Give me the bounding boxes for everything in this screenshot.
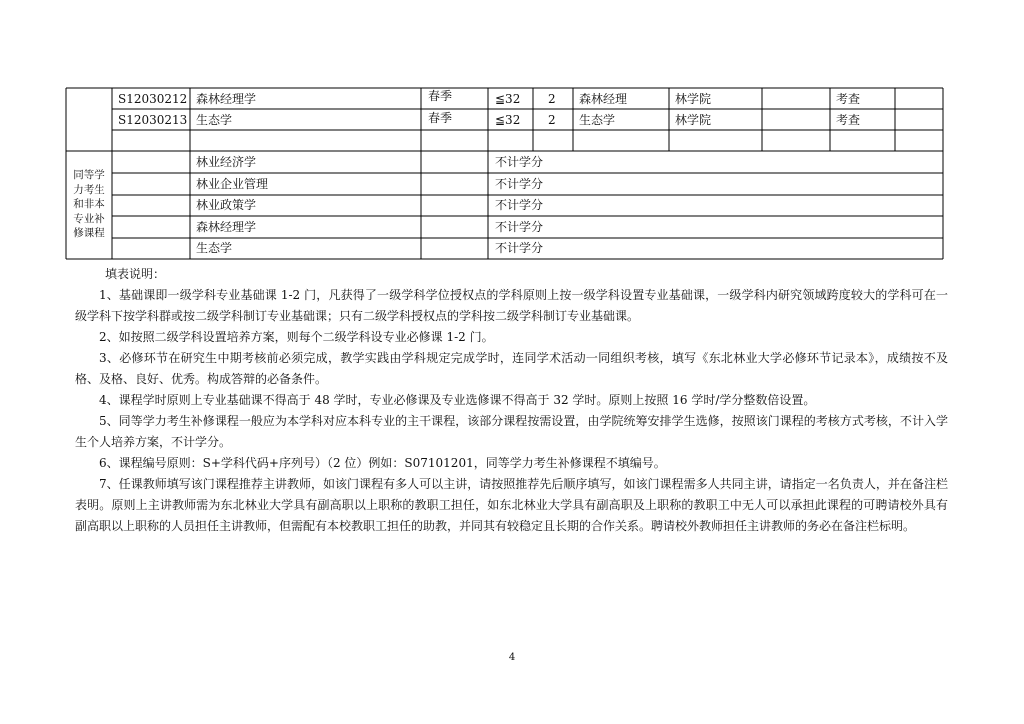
course-college: 林学院	[675, 92, 712, 106]
course-credits: 2	[548, 113, 556, 127]
supplement-course-name: 林业经济学	[196, 155, 257, 169]
instruction-item: 3、必修环节在研究生中期考核前必须完成，教学实践由学科规定完成学时，连同学术活动一同组织考核，填写《东北林业大学必修环节记录本》，成绩按不及格、及格、良好、优秀。构成答辩的必备条件。	[75, 351, 948, 386]
supplement-credit-note: 不计学分	[495, 241, 544, 255]
course-semester: 春季	[428, 89, 453, 103]
course-instructor: 森林经理	[579, 92, 628, 106]
instruction-item: 6、课程编号原则：S+学科代码+序列号）（2 位）例如：S07101201，同等学力考生补修课程不填编号。	[99, 456, 666, 470]
supplement-category-label: 同等学 力考生 和非本 专业补 修课程	[73, 169, 105, 239]
supplement-credit-note: 不计学分	[495, 177, 544, 191]
course-name: 生态学	[196, 113, 233, 127]
supplement-credit-note: 不计学分	[495, 155, 544, 169]
course-instructor: 生态学	[579, 113, 616, 127]
instructions-title: 填表说明：	[105, 267, 166, 281]
supplement-course-name: 生态学	[196, 241, 233, 255]
course-hours: ≦32	[495, 92, 521, 106]
supplement-course-name: 林业政策学	[196, 198, 257, 212]
course-college: 林学院	[675, 113, 712, 127]
course-code: S12030213	[118, 113, 188, 127]
instruction-item: 4、课程学时原则上专业基础课不得高于 48 学时，专业必修课及专业选修课不得高于 32 学时。原则上按照 16 学时/学分整数倍设置。	[99, 393, 816, 407]
course-assessment: 考查	[836, 92, 861, 106]
course-hours: ≦32	[495, 113, 521, 127]
page-number: 4	[508, 652, 516, 663]
instruction-item: 5、同等学力考生补修课程一般应为本学科对应本科专业的主干课程，该部分课程按需设置，由学院统筹安排学生选修，按照该门课程的考核方式考核，不计入学生个人培养方案，不计学分。	[75, 414, 948, 449]
supplement-credit-note: 不计学分	[495, 220, 544, 234]
supplement-course-name: 林业企业管理	[196, 177, 269, 191]
course-name: 森林经理学	[196, 92, 257, 106]
course-credits: 2	[548, 92, 556, 106]
course-semester: 春季	[428, 111, 453, 125]
supplement-course-name: 森林经理学	[196, 220, 257, 234]
instruction-item: 2、如按照二级学科设置培养方案，则每个二级学科设专业必修课 1-2 门。	[99, 330, 494, 344]
instructions	[75, 264, 948, 537]
course-assessment: 考查	[836, 113, 861, 127]
instruction-item: 1、基础课即一级学科专业基础课 1-2 门，凡获得了一级学科学位授权点的学科原则上按一级学科设置专业基础课，一级学科内研究领域跨度较大的学科可在一级学科下按学科群或按二级学科制订专业基础课；只有二级学科授权点的学科按二级学科制订专业基础课。	[75, 288, 948, 323]
course-code: S12030212	[118, 92, 188, 106]
supplement-credit-note: 不计学分	[495, 198, 544, 212]
instruction-item: 7、任课教师填写该门课程推荐主讲教师，如该门课程有多人可以主讲，请按照推荐先后顺序填写，如该门课程需多人共同主讲，请指定一名负责人，并在备注栏表明。原则上主讲教师需为东北林业大学具有副高职以上职称的教职工担任，如东北林业大学具有副高职及上职称的教职工中无人可以承担此课程的可聘请校外具有副高职以上职称的人员担任主讲教师，但需配有本校教职工担任的助教，并同其有较稳定且长期的合作关系。聘请校外教师担任主讲教师的务必在备注栏标明。	[75, 477, 948, 533]
